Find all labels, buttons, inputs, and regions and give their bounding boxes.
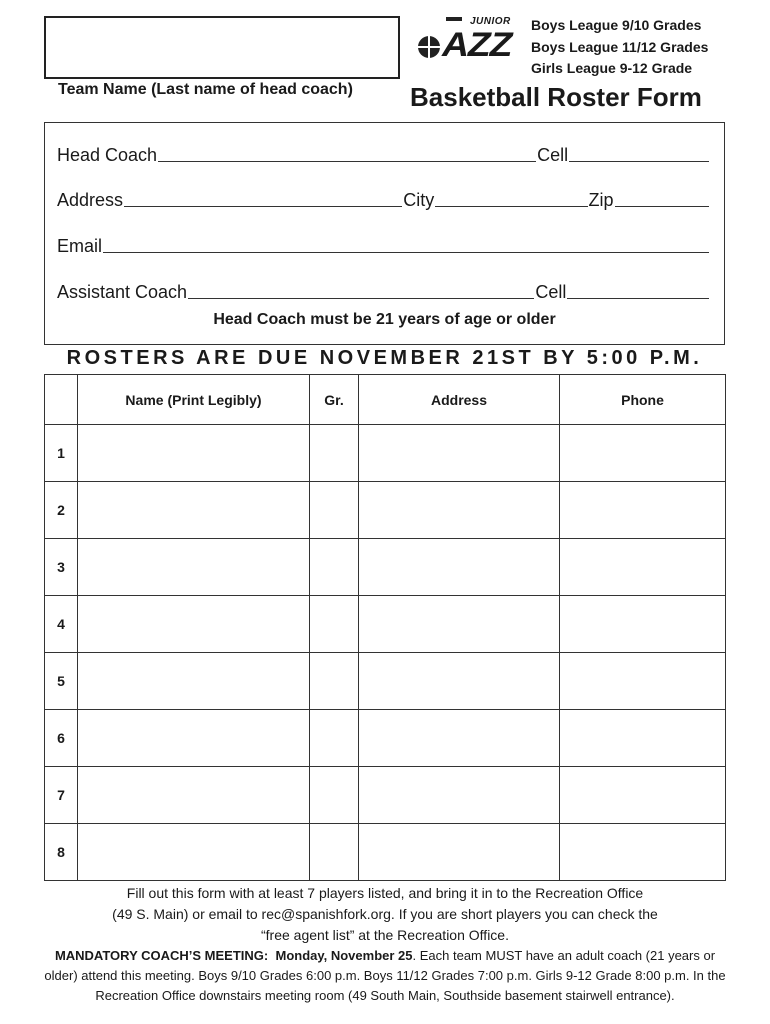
assistant-coach-label: Assistant Coach [57, 282, 188, 302]
instructions-line: Fill out this form with at least 7 players listed, and bring it in to the Recreation Office [126, 885, 644, 901]
address-cell[interactable] [359, 824, 560, 881]
grade-cell[interactable] [310, 482, 359, 539]
head-coach-line [57, 142, 710, 166]
row-number: 7 [45, 767, 78, 824]
player-name-cell[interactable] [78, 824, 310, 881]
player-name-cell[interactable] [78, 767, 310, 824]
player-name-cell[interactable] [78, 539, 310, 596]
assistant-coach-field[interactable] [188, 298, 534, 299]
cell-field[interactable] [569, 161, 709, 162]
grade-cell[interactable] [310, 425, 359, 482]
form-title: Basketball Roster Form [410, 82, 702, 112]
mandatory-meeting-label: MANDATORY COACH’S MEETING: [54, 948, 269, 963]
player-name-cell[interactable] [78, 482, 310, 539]
phone-cell[interactable] [560, 425, 726, 482]
player-name-cell[interactable] [78, 425, 310, 482]
email-field[interactable] [103, 252, 709, 253]
grade-cell[interactable] [310, 539, 359, 596]
column-header-grade: Gr. [310, 375, 359, 425]
grade-cell[interactable] [310, 653, 359, 710]
row-number: 3 [45, 539, 78, 596]
address-cell[interactable] [359, 767, 560, 824]
league-item: Boys League 11/12 Grades [531, 38, 709, 55]
instructions-line: “free agent list” at the Recreation Office. [261, 927, 509, 943]
address-cell[interactable] [359, 596, 560, 653]
address-cell[interactable] [359, 539, 560, 596]
player-name-cell[interactable] [78, 710, 310, 767]
team-name-field[interactable] [44, 16, 400, 79]
league-item: Girls League 9-12 Grade [531, 60, 693, 76]
row-number: 2 [45, 482, 78, 539]
roster-row [45, 767, 726, 824]
mandatory-meeting-details: . Each team MUST have an adult coach (21 years or older) attend this meeting. Boys 9/10 Grades 6:00 p.m. Boys 11/12 Grades 7:00 p.m. Girls 9-12 Grade 8:00 p.m. In the Recreation Office downstairs meeting room (49 South Main, Southside basement stairwell entrance). [44, 948, 726, 1003]
address-field[interactable] [124, 206, 402, 207]
city-field[interactable] [435, 206, 587, 207]
mandatory-meeting-notice [40, 946, 730, 1006]
column-header-phone: Phone [560, 375, 726, 425]
cell-label: Cell [535, 282, 567, 302]
due-date-notice: ROSTERS ARE DUE NOVEMBER 21ST BY 5:00 P.M. [66, 347, 703, 369]
assistant-cell-field[interactable] [567, 298, 709, 299]
row-number: 8 [45, 824, 78, 881]
email-label: Email [57, 236, 103, 256]
phone-cell[interactable] [560, 824, 726, 881]
phone-cell[interactable] [560, 653, 726, 710]
row-number: 1 [45, 425, 78, 482]
player-name-cell[interactable] [78, 596, 310, 653]
row-number: 4 [45, 596, 78, 653]
roster-row [45, 596, 726, 653]
logo-junior-text: JUNIOR [470, 16, 511, 27]
roster-row [45, 539, 726, 596]
grade-cell[interactable] [310, 710, 359, 767]
team-name-label: Team Name (Last name of head coach) [58, 81, 353, 98]
roster-table [44, 374, 726, 881]
cell-label: Cell [537, 145, 569, 165]
roster-header-row [45, 375, 726, 425]
head-coach-label: Head Coach [57, 145, 158, 165]
grade-cell[interactable] [310, 596, 359, 653]
roster-row [45, 710, 726, 767]
address-cell[interactable] [359, 710, 560, 767]
head-coach-field[interactable] [158, 161, 536, 162]
instructions-line: (49 S. Main) or email to rec@spanishfork.org. If you are short players you can check the [112, 906, 658, 922]
address-line [57, 187, 710, 211]
city-label: City [403, 190, 435, 210]
row-number: 6 [45, 710, 78, 767]
roster-row [45, 653, 726, 710]
column-header-name: Name (Print Legibly) [78, 375, 310, 425]
roster-row [45, 824, 726, 881]
assistant-coach-line [57, 279, 710, 303]
phone-cell[interactable] [560, 596, 726, 653]
column-header-address: Address [359, 375, 560, 425]
row-number: 5 [45, 653, 78, 710]
mandatory-meeting-date: Monday, November 25 [275, 948, 413, 963]
player-name-cell[interactable] [78, 653, 310, 710]
roster-row [45, 425, 726, 482]
phone-cell[interactable] [560, 767, 726, 824]
grade-cell[interactable] [310, 824, 359, 881]
address-cell[interactable] [359, 425, 560, 482]
phone-cell[interactable] [560, 539, 726, 596]
age-requirement-note: Head Coach must be 21 years of age or older [213, 311, 556, 328]
address-label: Address [57, 190, 124, 210]
zip-label: Zip [588, 190, 614, 210]
basketball-icon [418, 36, 440, 58]
logo-note-mark [446, 17, 462, 21]
email-line [57, 233, 710, 257]
column-header-number [45, 375, 78, 425]
instructions-footer [40, 883, 730, 1006]
zip-field[interactable] [615, 206, 709, 207]
league-item: Boys League 9/10 Grades [531, 17, 702, 33]
grade-cell[interactable] [310, 767, 359, 824]
jazz-junior-logo [418, 16, 518, 62]
roster-row [45, 482, 726, 539]
phone-cell[interactable] [560, 710, 726, 767]
league-list [531, 15, 708, 80]
coach-info-box [44, 122, 725, 345]
address-cell[interactable] [359, 653, 560, 710]
phone-cell[interactable] [560, 482, 726, 539]
logo-azz-text: AZZ [442, 26, 512, 64]
address-cell[interactable] [359, 482, 560, 539]
